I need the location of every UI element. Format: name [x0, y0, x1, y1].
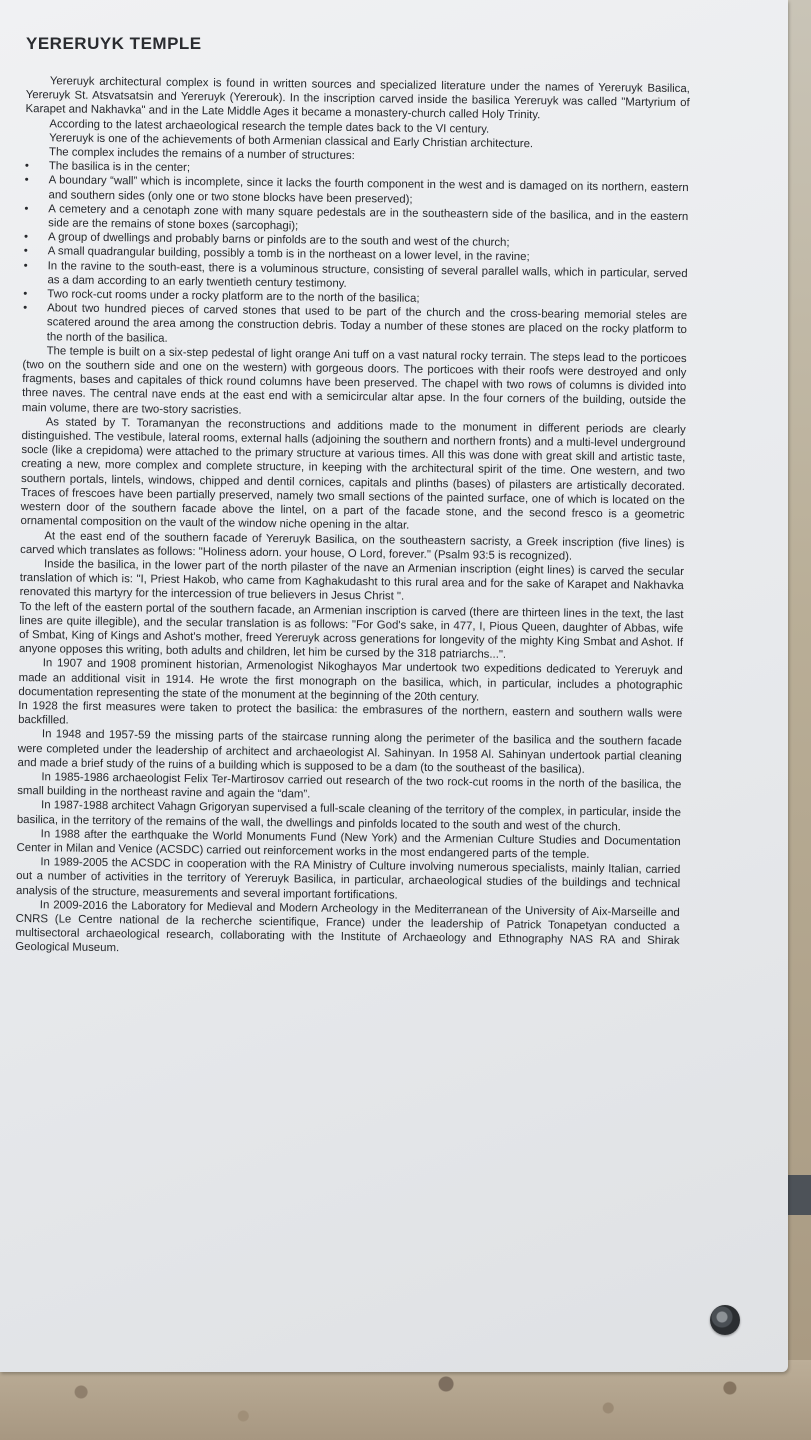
sign-paragraph: Yereruyk is one of the achievements of both Armenian classical and Early Christian architecture.: [49, 132, 534, 151]
bullet-item: • A small quadrangular building, possibly a tomb is in the northeast on a lower level, in the ravine;: [24, 244, 688, 266]
sign-body: [15, 74, 690, 963]
sign-title: YERERUYK TEMPLE: [26, 34, 202, 53]
gravel-ground: [0, 1360, 811, 1440]
bullet-item: • In the ravine to the south-east, there is a voluminous structure, consisting of several parallel walls, which in particular, served as a dam according to an early twentieth century testimony.: [23, 259, 687, 296]
sign-paragraph: In 2009-2016 the Laboratory for Medieval and Modern Archeology in the Mediterranean of the University of Aix-Marseille and CNRS (Le Centre national de la recherche scientifique, France) under the leadership of Patrick Tonapetyan conducted a multisectoral archaeological research, collaborating with the Institute of Archaeology and Ethnography NAS RA and Shirak Geological Museum.: [15, 899, 680, 955]
sign-paragraph: To the left of the eastern portal of the southern facade, an Armenian inscription is carved (there are thirteen lines in the text, the last lines are quite illegible), and the secular translation is as follows: "For God's sake, in 477, I, Pious Queen, daughter of Abbas, wife of Smbat, King of Kings and Ashot's mother, freed Yereruyk across generations for longevity of the mighty King Smbat and Ashot. If anyone opposes this writing, both adults and children, let him be cursed by the 318 patriarchs...".: [18, 600, 684, 662]
bullet-item: • A group of dwellings and probably barns or pinfolds are to the south and west of the church;: [24, 230, 688, 252]
sign-paragraph: In 1987-1988 architect Vahagn Grigoryan supervised a full-scale cleaning of the territory of the complex, in particular, inside the basilica, in the territory of the remains of the wall, the dwellings and pinfolds located to the south and west of the church.: [16, 799, 682, 833]
sign-paragraph: Yereruyk architectural complex is found in written sources and specialized literature under the names of Yereruyk Basilica, Yereruyk St. Atsvatsatsin and Yereruyk (Yererouk). In the inscription carved inside the basilica Yereruyk was called "Martyrium of Karapet and Nakhavka" and in the Late Middle Ages it became a monastery-church called Holy Trinity.: [25, 75, 690, 122]
sign-paragraph: In 1985-1986 archaeologist Felix Ter-Martirosov carried out research of the two rock-cut rooms in the north of the basilica, the small building in the northeast ravine and again the “dam”.: [17, 771, 682, 801]
bullet-item: • A boundary “wall” which is incomplete, since it lacks the fourth component in the west and is damaged on its northern, eastern and southern sides (only one or two stone blocks have been preserved);: [24, 173, 688, 210]
sign-paragraph: In 1989-2005 the ACSDC in cooperation with the RA Ministry of Culture involving numerous specialists, mainly Italian, carried out a number of activities in the territory of Yereruyk Basilica, in particular, archaeological studies of the buildings and technical analysis of the structure, measurements and several important fortifications.: [15, 856, 681, 902]
bullet-item: • The basilica is in the center;: [25, 159, 689, 181]
bullet-item: • Two rock-cut rooms under a rocky platform are to the north of the basilica;: [23, 287, 687, 309]
sign-paragraph: In 1988 after the earthquake the World Monuments Fund (New York) and the Armenian Culture Studies and Documentation Center in Milan and Venice (ACSDC) carried out reinforcement works in the most endangered parts of the temple.: [16, 828, 681, 861]
sign-paragraph: At the east end of the southern facade of Yereruyk Basilica, on the southeastern sacristy, a Greek inscription (five lines) is carved which translates as follows: "Holiness adorn. your house, O Lord, forever." (Psalm 93:5 is recognized).: [20, 529, 685, 563]
bullet-item: • A cemetery and a cenotaph zone with many square pedestals are in the southeastern side of the basilica, and in the eastern side are the remains of stone boxes (sarcophagi);: [24, 202, 688, 239]
sign-paragraph: In 1928 the first measures were taken to protect the basilica: the embrasures of the northern, eastern and southern walls were backfilled.: [18, 699, 683, 727]
background-stone-wall: [786, 0, 811, 1360]
sign-paragraph: The temple is built on a six-step pedestal of light orange Ani tuff on a vast natural rocky terrain. The steps lead to the porticoes (two on the southern side and one on the western) with gorgeous doors. The porticoes with their roofs were destroyed and only fragments, bases and capitales of thick round columns have been preserved. The chapel with two rows of columns is divided into three naves. The central nave ends at the east end with a semicircular altar apse. In the four corners of the building, outside the main volume, there are two-story sacristies.: [21, 345, 687, 417]
sign-paragraph: In 1948 and 1957-59 the missing parts of the staircase running along the perimeter of the basilica and the southern facade were completed under the leadership of architect and archaeologist Al. Sahinyan. In 1958 Al. Sahinyan undertook partial cleaning and made a brief study of the ruins of a building which is supposed to be a dam (to the southeast of the basilica).: [17, 728, 682, 776]
sign-paragraph: The complex includes the remains of a number of structures:: [48, 146, 355, 163]
sign-paragraph: In 1907 and 1908 prominent historian, Armenologist Nikoghayos Mar undertook two expeditions dedicated to Yereruyk and made an additional visit in 1914. He wrote the first monograph on the basilica, which, in particular, includes a photographic documentation representing the state of the monument at the beginning of the 20th century.: [18, 657, 683, 704]
bullet-item: • About two hundred pieces of carved stones that used to be part of the church and the cross-bearing memorial steles are scatered around the area among the construction debris. Today a number of these stones are placed on the rocky platform to the north of the basilica.: [23, 301, 687, 352]
sign-paragraph: As stated by T. Toramanyan the reconstructions and additions made to the monument in different periods are clearly distinguished. The vestibule, lateral rooms, external halls (adjoining the southern and northern fronts) and a multi-level underground socle (like a crepidoma) were attached to the primary structure at various times. All this was done with great skill and artistic taste, creating a new, more complex and complete structure, in keeping with the architectural spirit of the time. One western, and two southern portals, lintels, windows, chipped and dentil cornices, capitals and plinths (bases) of pilasters are artistically decorated. Traces of frescoes have been partially preserved, namely two small sections of the painted surface, one of which is located on the western door of the southern facade above the lintel, on a part of the facade stone, and the second fresco is a geometric ornamental composition on the vault of the window niche opening in the altar.: [20, 416, 686, 533]
mounting-bolt: [710, 1305, 740, 1335]
sign-paragraph: According to the latest archaeological research the temple dates back to the VI century.: [49, 117, 490, 136]
sign-frame-bar: [788, 1175, 811, 1215]
sign-paragraph: Inside the basilica, in the lower part of the north pilaster of the nave an Armenian inscription (eight lines) is carved the secular translation of which is: "I, Priest Hakob, who came from Kaghakudasht to this rural area and for the sake of Karapet and Nakhavka renovated this martyry for the intercession of true believers in Jesus Christ ".: [19, 558, 685, 603]
